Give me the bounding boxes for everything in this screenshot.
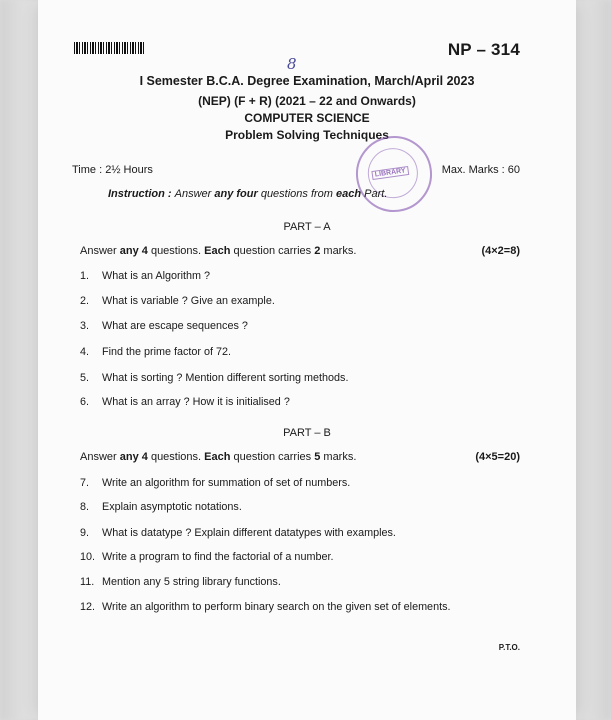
question-10 bbox=[80, 551, 333, 563]
instruction-bold-a: any four bbox=[214, 188, 258, 200]
question-2 bbox=[80, 295, 275, 307]
part-b-bold-2: Each bbox=[204, 451, 231, 463]
part-a-title: PART – A bbox=[283, 221, 331, 233]
question-text: Write a program to find the factorial of a number. bbox=[102, 551, 334, 563]
question-text: What is an Algorithm ? bbox=[102, 270, 211, 282]
question-text: Mention any 5 string library functions. bbox=[102, 576, 281, 588]
part-a-bold-1: any 4 bbox=[119, 245, 148, 257]
question-number: 6. bbox=[80, 396, 90, 408]
question-text: What are escape sequences ? bbox=[102, 320, 248, 332]
question-text: What is sorting ? Mention different sorting methods. bbox=[102, 372, 349, 384]
question-number: 4. bbox=[80, 346, 90, 358]
question-number: 11. bbox=[80, 576, 95, 588]
question-8 bbox=[80, 501, 242, 513]
part-a-bold-3: 2 bbox=[314, 245, 321, 257]
question-5 bbox=[80, 372, 348, 384]
pto-note: P.T.O. bbox=[498, 643, 520, 652]
instruction-text-b: questions from bbox=[257, 188, 337, 200]
question-6 bbox=[80, 396, 290, 408]
subject-title: COMPUTER SCIENCE bbox=[244, 111, 370, 125]
stamp-label: LIBRARY bbox=[371, 166, 409, 180]
part-a-text-3: question carries bbox=[230, 245, 315, 257]
question-number: 10. bbox=[80, 551, 96, 563]
background-right bbox=[571, 0, 611, 720]
question-text: What is datatype ? Explain different datatypes with examples. bbox=[102, 527, 396, 539]
question-number: 5. bbox=[80, 372, 90, 384]
question-text: Find the prime factor of 72. bbox=[102, 346, 232, 358]
exam-title: I Semester B.C.A. Degree Examination, March/April 2023 bbox=[139, 74, 475, 88]
question-text: Explain asymptotic notations. bbox=[102, 501, 242, 513]
exam-paper bbox=[38, 0, 576, 720]
paper-code: NP – 314 bbox=[447, 40, 520, 59]
course-title: Problem Solving Techniques bbox=[225, 128, 389, 142]
background-left bbox=[0, 0, 40, 720]
question-1 bbox=[80, 270, 210, 282]
part-a-instructions bbox=[80, 245, 520, 257]
question-12 bbox=[80, 601, 450, 613]
part-a-bold-2: Each bbox=[204, 245, 231, 257]
part-a-text-4: marks. bbox=[320, 245, 357, 257]
part-a-text-1: Answer bbox=[80, 245, 120, 257]
question-11 bbox=[80, 576, 281, 588]
time-allowed: Time : 2½ Hours bbox=[72, 164, 153, 176]
part-b-bold-3: 5 bbox=[314, 451, 321, 463]
question-number: 9. bbox=[80, 527, 90, 539]
question-number: 8. bbox=[80, 501, 90, 513]
part-b-instructions bbox=[80, 451, 520, 463]
question-number: 1. bbox=[80, 270, 90, 282]
instruction-text-c: Part. bbox=[361, 188, 388, 200]
question-text: Write an algorithm for summation of set of numbers. bbox=[102, 477, 351, 489]
question-number: 12. bbox=[80, 601, 96, 613]
exam-scheme: (NEP) (F + R) (2021 – 22 and Onwards) bbox=[198, 94, 416, 108]
question-number: 2. bbox=[80, 295, 90, 307]
part-a-marks: (4×2=8) bbox=[481, 245, 520, 257]
part-b-text-1: Answer bbox=[80, 451, 120, 463]
question-9 bbox=[80, 527, 396, 539]
part-b-bold-1: any 4 bbox=[119, 451, 148, 463]
question-number: 3. bbox=[80, 320, 90, 332]
instruction-bold-b: each bbox=[336, 188, 362, 200]
question-text: Write an algorithm to perform binary search on the given set of elements. bbox=[102, 601, 451, 613]
part-b-title: PART – B bbox=[283, 427, 331, 439]
instruction-text-a: Answer bbox=[174, 188, 215, 200]
barcode bbox=[74, 42, 146, 54]
part-a-text-2: questions. bbox=[147, 245, 205, 257]
max-marks: Max. Marks : 60 bbox=[441, 164, 520, 176]
question-7 bbox=[80, 477, 350, 489]
instruction-label: Instruction : bbox=[108, 188, 175, 200]
question-text: What is variable ? Give an example. bbox=[102, 295, 275, 307]
question-4 bbox=[80, 346, 231, 358]
question-number: 7. bbox=[80, 477, 90, 489]
question-3 bbox=[80, 320, 248, 332]
library-stamp bbox=[351, 131, 437, 217]
part-b-text-3: question carries bbox=[230, 451, 315, 463]
instruction bbox=[108, 188, 387, 200]
question-text: What is an array ? How it is initialised ? bbox=[102, 396, 290, 408]
part-b-marks: (4×5=20) bbox=[475, 451, 520, 463]
handwritten-mark: 8 bbox=[287, 55, 297, 73]
part-b-text-4: marks. bbox=[320, 451, 357, 463]
part-b-text-2: questions. bbox=[147, 451, 205, 463]
